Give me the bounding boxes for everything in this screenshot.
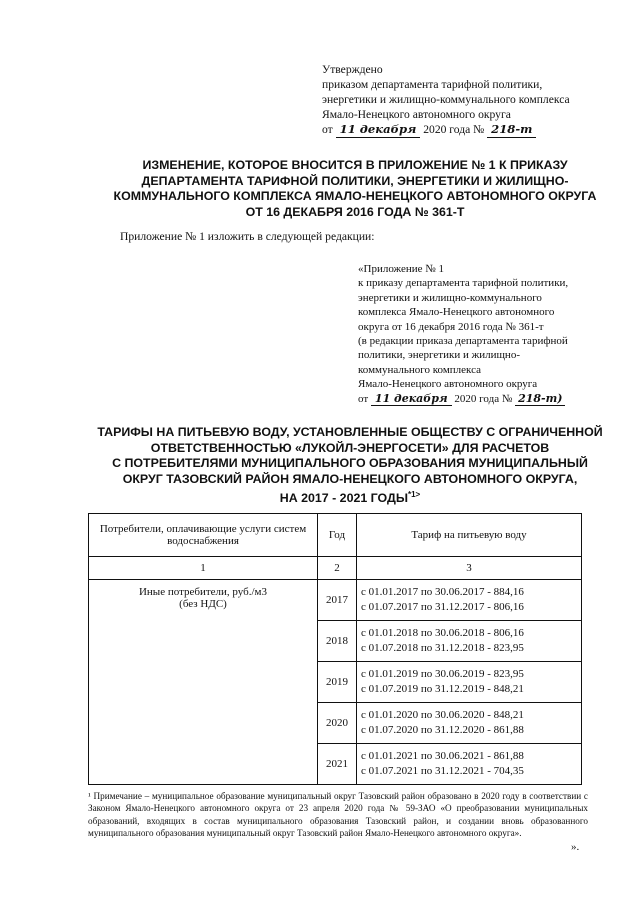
footnote-ref: *1> <box>407 490 421 499</box>
approval-line: приказом департамента тарифной политики, <box>322 78 543 91</box>
consumer-cell: Иные потребители, руб./м3 (без НДС) <box>89 580 318 785</box>
footnote: ¹ Примечание – муниципальное образование муниципальный округ Тазовский район образовано в 2020 году в соответствии с Законом Ямало-Ненецкого автономного округа от 23 апреля 2020 года № 59-ЗАО «О преобразовании муниципальных образований, входящих в состав муниципального образования Тазовский район, и создании вновь образованного муниципального образования муниципальный округ Тазовский район Ямало-Ненецкого автономного округа». <box>88 791 588 839</box>
table-row: 2021 с 01.01.2021 по 30.06.2021 - 861,88 с 01.07.2021 по 31.12.2021 - 704,35 <box>89 744 582 785</box>
appendix-block: «Приложение № 1 к приказу департамента тарифной политики, энергетики и жилищно-коммунального комплекса Ямало-Ненецкого автономного округа от 16 декабря 2016 года № 361-т (в редакции приказа департамента тарифной политики, энергетики и жилищно- коммунального комплекса Ямало-Ненецкого автономного округа от 11 декабря 2020 года № 218-т) <box>358 262 628 406</box>
header-consumers: Потребители, оплачивающие услуги систем водоснабжения <box>89 514 318 557</box>
closing-quote: ». <box>571 841 580 853</box>
header-year: Год <box>318 514 357 557</box>
approval-line: энергетики и жилищно-коммунального комплекса <box>322 93 570 106</box>
table-row: Иные потребители, руб./м3 (без НДС) 2017 с 01.01.2017 по 30.06.2017 - 884,16 с 01.07.2017 по 31.12.2017 - 806,16 <box>89 580 582 621</box>
approval-block <box>322 62 622 138</box>
table-row: 2020 с 01.01.2020 по 30.06.2020 - 848,21 с 01.07.2020 по 31.12.2020 - 861,88 <box>89 703 582 744</box>
header-tariff: Тариф на питьевую воду <box>357 514 582 557</box>
handwritten-number: 218-т) <box>515 392 565 406</box>
appendix-date: от 11 декабря 2020 года № 218-т) <box>358 392 628 406</box>
tariff-title: ТАРИФЫ НА ПИТЬЕВУЮ ВОДУ, УСТАНОВЛЕННЫЕ ОБЩЕСТВУ С ОГРАНИЧЕННОЙ ОТВЕТСТВЕННОСТЬЮ «ЛУКОЙЛ-ЭНЕРГОСЕТИ» ДЛЯ РАСЧЕТОВ С ПОТРЕБИТЕЛЯМИ МУНИЦИПАЛЬНОГО ОБРАЗОВАНИЯ МУНИЦИПАЛЬНЫЙ ОКРУГ ТАЗОВСКИЙ РАЙОН ЯМАЛО-НЕНЕЦКОГО АВТОНОМНОГО ОКРУГА, НА 2017 - 2021 $ГОДЫ^{*1>}$ <box>97 425 603 506</box>
handwritten-number: 218-т <box>487 122 536 138</box>
table-number-row: 1 2 3 <box>89 557 582 580</box>
tariff-table <box>88 513 582 785</box>
approval-line: Ямало-Ненецкого автономного округа <box>322 108 511 121</box>
approval-date: от 11 декабря 2020 года № 218-т <box>322 122 622 138</box>
handwritten-date: 11 декабря <box>336 122 421 138</box>
table-row: 2019 с 01.01.2019 по 30.06.2019 - 823,95 с 01.07.2019 по 31.12.2019 - 848,21 <box>89 662 582 703</box>
change-title: ИЗМЕНЕНИЕ, КОТОРОЕ ВНОСИТСЯ В ПРИЛОЖЕНИЕ № 1 К ПРИКАЗУ ДЕПАРТАМЕНТА ТАРИФНОЙ ПОЛИТИКИ, ЭНЕРГЕТИКИ И ЖИЛИЩНО- КОММУНАЛЬНОГО КОМПЛЕКСА ЯМАЛО-НЕНЕЦКОГО АВТОНОМНОГО ОКРУГА ОТ 16 ДЕКАБРЯ 2016 ГОДА № 361-Т <box>113 158 597 219</box>
table-header-row <box>89 514 582 557</box>
approval-heading: Утверждено <box>322 63 383 76</box>
intro-text: Приложение № 1 изложить в следующей редакции: <box>120 230 375 243</box>
handwritten-date: 11 декабря <box>371 392 452 406</box>
table-row: 2018 с 01.01.2018 по 30.06.2018 - 806,16 с 01.07.2018 по 31.12.2018 - 823,95 <box>89 621 582 662</box>
